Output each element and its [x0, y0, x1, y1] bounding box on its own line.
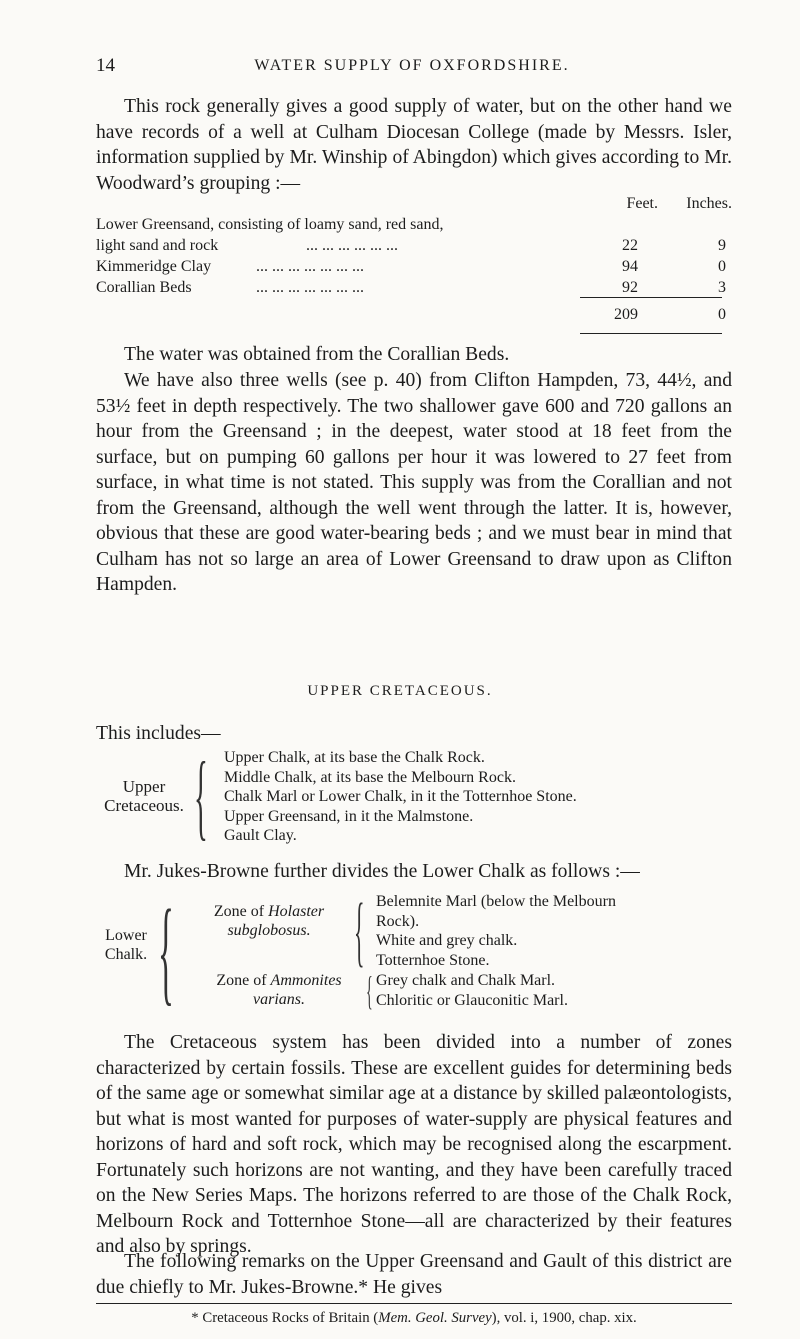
sum-rule: [580, 297, 722, 298]
total-rule: [580, 333, 722, 334]
total-feet: 209: [614, 306, 638, 323]
zone2-items: [376, 971, 568, 1010]
row-feet: 94: [622, 258, 638, 275]
footnote: * Cretaceous Rocks of Britain (Mem. Geol. Survey), vol. i, 1900, chap. xix.: [191, 1310, 637, 1326]
brace-icon: {: [366, 968, 373, 1013]
list-item: Grey chalk and Chalk Marl.: [376, 972, 556, 989]
paragraph-culham-well: This rock generally gives a good supply of water, but on the other hand we have records of a well at Culham Diocesan College (made by Messrs. Isler, information supplied by Mr. Winship of Abingdon) which gives according to Mr. Woodward’s grouping :—: [96, 96, 732, 194]
row-label: Lower Greensand, consisting of loamy sand, red sand,: [96, 216, 444, 233]
list-item: Rock).: [376, 912, 420, 930]
paragraph-water-source: The water was obtained from the Corallian Beds.: [124, 344, 510, 365]
table-total-row: [96, 304, 732, 325]
leader-dots: ... ... ... ... ... ... ...: [256, 258, 364, 275]
brace-icon: {: [158, 885, 174, 1016]
running-title: WATER SUPPLY OF OXFORDSHIRE.: [254, 57, 570, 74]
row-inches: 3: [718, 279, 726, 296]
brace-icon: {: [354, 887, 365, 974]
upper-cretaceous-list: [96, 742, 736, 849]
list-item: Upper Chalk, at its base the Chalk Rock.: [224, 749, 485, 766]
leader-dots: ... ... ... ... ... ...: [306, 237, 398, 254]
group-label: Lower Chalk.: [104, 927, 148, 963]
footnote-rule: [96, 1303, 732, 1304]
list-item: Totternhoe Stone.: [376, 951, 490, 969]
well-section-table: [96, 193, 732, 298]
row-label: Kimmeridge Clay: [96, 258, 212, 275]
lower-chalk-division: [96, 885, 736, 1016]
running-header: [96, 55, 728, 79]
table-row: [96, 235, 732, 256]
list-item: Middle Chalk, at its base the Melbourn Rock.: [224, 768, 516, 786]
row-feet: 22: [622, 237, 638, 254]
list-item: Chloritic or Glauconitic Marl.: [376, 991, 568, 1009]
group-items: [224, 748, 577, 846]
total-inches: 0: [718, 306, 726, 323]
table-row: [96, 214, 732, 235]
column-feet: Feet.: [626, 195, 658, 212]
paragraph-cretaceous-zones: The Cretaceous system has been divided into a number of zones characterized by certain fossils. These are excellent guides for determining beds of the same age or somewhat similar age at a distance by skilled palæontologists, but what is most wanted for purposes of water-supply are physical features and horizons of hard and soft rock, which may be recognised along the escarpment. Fortunately such horizons are not wanting, and they have been carefully traced on the New Series Maps. The horizons referred to are those of the Chalk Rock, Melbourn Rock and Totternhoe Stone—all are characterized by their features and also by springs.: [96, 1032, 732, 1257]
table-header-row: [96, 193, 732, 214]
paragraph-lower-chalk-intro: Mr. Jukes-Browne further divides the Lower Chalk as follows :—: [124, 861, 640, 882]
zone-holaster: Zone of Holaster subglobosus.: [213, 903, 325, 939]
zone-ammonites: Zone of Ammonites varians.: [216, 972, 342, 1008]
section-heading: UPPER CRETACEOUS.: [307, 683, 493, 699]
list-item: Chalk Marl or Lower Chalk, in it the Totternhoe Stone.: [224, 788, 577, 806]
table-row: [96, 277, 732, 298]
list-item: White and grey chalk.: [376, 932, 518, 950]
brace-icon: {: [194, 742, 208, 849]
list-item: Gault Clay.: [224, 827, 297, 845]
leader-dots: ... ... ... ... ... ... ...: [256, 279, 364, 296]
table-row: [96, 256, 732, 277]
row-label: Corallian Beds: [96, 279, 192, 296]
page-number: 14: [96, 55, 115, 76]
well-total: [96, 304, 732, 325]
list-item: Upper Greensand, in it the Malmstone.: [224, 807, 474, 825]
group-label: Upper Cretaceous.: [104, 777, 184, 815]
column-inches: Inches.: [686, 195, 732, 212]
zone1-items: [376, 892, 616, 970]
row-feet: 92: [622, 279, 638, 296]
paragraph-includes: This includes—: [96, 723, 221, 744]
paragraph-upper-greensand: The following remarks on the Upper Greensand and Gault of this district are due chiefly to Mr. Jukes-Browne.* He gives: [96, 1251, 732, 1298]
paragraph-clifton-hampden: We have also three wells (see p. 40) from Clifton Hampden, 73, 44½, and 53½ feet in depth respectively. The two shallower gave 600 and 720 gallons an hour from the Greensand ; in the deepest, water stood at 18 feet from the surface, but on pumping 60 gallons per hour it was lowered to 27 feet from surface, in what time is not stated. This supply was from the Corallian and not from the Greensand, although the well went through the latter. It is, however, obvious that these are good water-bearing beds ; and we must bear in mind that Culham has not so large an area of Lower Greensand to draw upon as Clifton Hampden.: [96, 370, 732, 595]
row-label: light sand and rock: [96, 237, 219, 254]
list-item: Belemnite Marl (below the Melbourn: [376, 893, 616, 910]
row-inches: 9: [718, 237, 726, 254]
row-inches: 0: [718, 258, 726, 275]
